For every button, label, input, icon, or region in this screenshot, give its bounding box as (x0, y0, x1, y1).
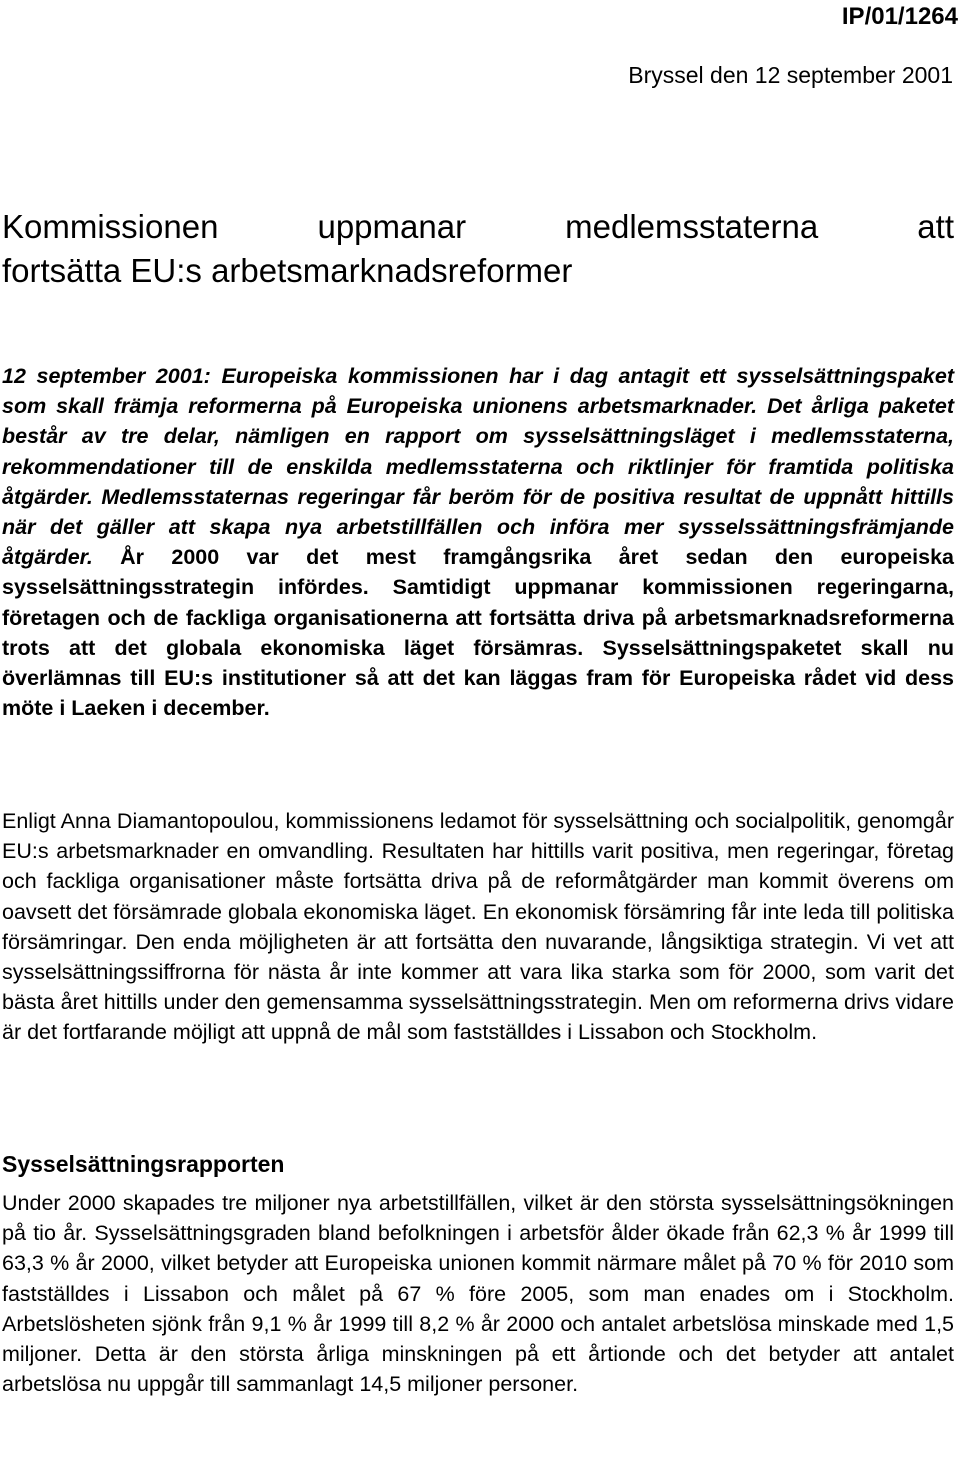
body-paragraph: Enligt Anna Diamantopoulou, kommissionens ledamot för sysselsättning och socialpolitik, genomgår EU:s arbetsmarknader en omvandling. Resultaten har hittills varit positiva, men regeringar, företag och fackliga organisationer måste fortsätta driva på de reformåtgärder man kommit överens om oavsett det försämrade globala ekonomiska läget. En ekonomisk försämring får inte leda till politiska försämringar. Den enda möjligheten är att fortsätta den nuvarande, långsiktiga strategin. Vi vet att sysselsättningssiffrorna för nästa år inte kommer att vara lika starka som för 2000, som varit det bästa året hittills under den gemensamma sysselsättningsstrategin. Men om reformerna drivs vidare är det fortfarande möjligt att uppnå de mål som fastställdes i Lissabon och Stockholm. (2, 809, 954, 1045)
headline (2, 205, 954, 293)
section-heading: Sysselsättningsrapporten (2, 1151, 285, 1177)
lead-italic-text: 12 september 2001: Europeiska kommissionen har i dag antagit ett sysselsättningspaket som skall främja reformerna på Europeiska unionens arbetsmarknader. Det årliga paketet består av tre delar, nämligen en rapport om sysselsättningsläget i medlemsstaterna, rekommendationer till de enskilda medlemsstaterna och riktlinjer för framtida politiska åtgärder. Medlemsstaternas regeringar får beröm för de positiva resultat de uppnått hittills när det gäller att skapa nya arbetstillfällen och införa mer sysselssättningsfrämjande åtgärder. (2, 364, 954, 570)
press-release-reference: IP/01/1264 (841, 3, 958, 30)
section-paragraph: Under 2000 skapades tre miljoner nya arbetstillfällen, vilket är den största sysselsättningsökningen på tio år. Sysselsättningsgraden bland befolkningen i arbetsför ålder ökade från 62,3 % år 1999 till 63,3 % år 2000, vilket betyder att Europeiska unionen kommit närmare målet på 70 % för 2010 som fastställdes i Lissabon och målet på 67 % före 2005, som man enades om i Stockholm. Arbetslösheten sjönk från 9,1 % år 1999 till 8,2 % år 2000 och antalet arbetslösa minskade med 1,5 miljoner. Detta är den största årliga minskningen på ett årtionde och det betyder att antalet arbetslösa nu uppgår till sammanlagt 14,5 miljoner personer. (2, 1191, 954, 1397)
dateline: Bryssel den 12 september 2001 (628, 62, 953, 88)
lead-paragraph (2, 361, 954, 723)
headline-line-2: fortsätta EU:s arbetsmarknadsreformer (2, 252, 573, 289)
headline-line-1: Kommissionen uppmanar medlemsstaterna att (2, 208, 954, 245)
lead-upright-text: År 2000 var det mest framgångsrika året sedan den europeiska sysselsättningsstrategin infördes. Samtidigt uppmanar kommissionen regeringarna, företagen och de fackliga organisationerna att fortsätta driva på arbetsmarknadsreformerna trots att det globala ekonomiska läget försämras. Sysselsättningspaketet skall nu överlämnas till EU:s institutioner så att det kan läggas fram för Europeiska rådet vid dess möte i Laeken i december. (2, 545, 954, 721)
